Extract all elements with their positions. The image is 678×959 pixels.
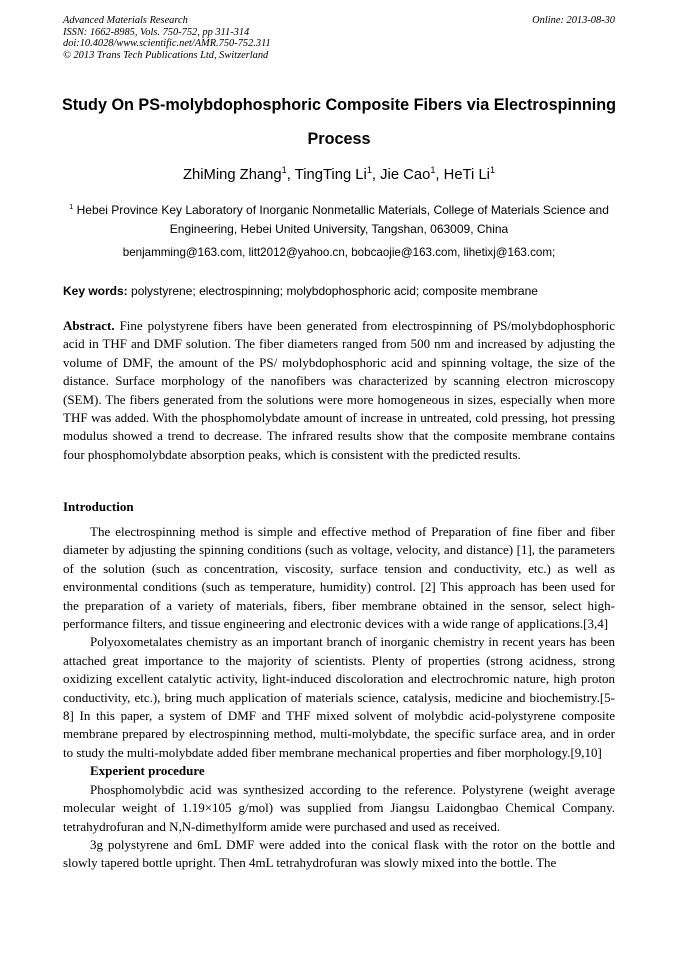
keywords-label: Key words: [63,284,128,298]
body-text [63,523,615,873]
paragraph: Phosphomolybdic acid was synthesized according to the reference. Polystyrene (weight average molecular weight of 1.19×105 g/mol) was supplied from Jiangsu Laidongbao Chemical Company. tetrahydrofuran and N,N-dimethylform amide were purchased and used as received. [63,781,615,834]
author-list: ZhiMing Zhang$^1$, TingTing Li$^1$, Jie Cao$^1$, HeTi Li$^1$ [182,165,496,183]
paper-title: Study On PS-molybdophosphoric Composite Fibers via Electrospinning Process [61,96,617,148]
copyright-line: © 2013 Trans Tech Publications Ltd, Switzerland [63,49,269,61]
author-emails: benjamming@163.com, litt2012@yahoo.cn, bobcaojie@163.com, lihetixj@163.com; [122,246,556,259]
author-affil-marker: 1 [366,165,372,176]
author-affil-marker: 1 [430,165,436,176]
experiment-heading: Experient procedure [90,763,205,779]
abstract [63,317,615,464]
affiliation-text: Hebei Province Key Laboratory of Inorganic Nonmetallic Materials, College of Materials Science and Engineering, Hebei United University, Tangshan, 063009, China [76,203,609,236]
paragraph: 3g polystyrene and 6mL DMF were added into the conical flask with the rotor on the bottle and slowly tapered bottle upright. Then 4mL tetrahydrofuran was slowly mixed into the bottle. The [63,836,615,871]
paragraph: Polyoxometalates chemistry as an important branch of inorganic chemistry in recent years has been attached great importance to the majority of scientists. Plenty of properties (strong acidness, strong oxidizing excellent catalytic activity, light-induced discoloration and electrochromic nature, high proton conductivity, etc.), bring much application of materials science, catalysis, medicine and biochemistry.[5-8] In this paper, a system of DMF and THF mixed solvent of molybdic acid-polystyrene composite membrane prepared by electrospinning method, multi-molybdate, the specific surface area, and in order to study the multi-molybdate added fiber membrane mechanical properties and fiber morphology.[9,10] [63,634,615,760]
online-date: Online: 2013-08-30 [532,15,615,26]
author-name: HeTi Li [443,167,490,183]
keywords [63,284,623,298]
affiliation [63,201,615,239]
author-name: Jie Cao [380,167,431,183]
author-affil-marker: 1 [281,165,287,176]
affiliation-marker: 1 [69,202,74,211]
author-name: TingTing Li [294,167,367,183]
abstract-label: Abstract. [63,318,115,333]
keywords-text: polystyrene; electrospinning; molybdophosphoric acid; composite membrane [131,284,538,298]
introduction-heading: Introduction [63,499,134,514]
author-affil-marker: 1 [489,165,496,176]
doi-line: doi:10.4028/www.scientific.net/AMR.750-752.311 [63,38,271,50]
journal-name: Advanced Materials Research [63,15,188,26]
journal-header [63,15,615,61]
abstract-text: Fine polystyrene fibers have been generated from electrospinning of PS/molybdophosphoric acid in THF and DMF solution. The fiber diameters ranged from 500 nm and increased by adjusting the volume of DMF, the amount of the PS/ molybdophosphoric acid and spinning voltage, the size of the distance. Surface morphology of the nanofibers was characterized by scanning electron microscopy (SEM). The fibers generated from the solutions were more homogeneous in sizes, especially when more THF was added. With the phosphomolybdate amount of increase in untreated, cold pressing, hot pressing modulus showed a trend to decrease. The infrared results show that the composite membrane contains four phosphomolybdate absorption peaks, which is consistent with the predicted results. [63,318,616,462]
issn-line: ISSN: 1662-8985, Vols. 750-752, pp 311-314 [63,26,250,38]
author-name: ZhiMing Zhang [182,167,282,183]
paragraph: The electrospinning method is simple and effective method of Preparation of fine fiber and fiber diameter by adjusting the spinning conditions (such as voltage, velocity, and distance) [1], the parameters of the solution (such as concentration, viscosity, surface tension and conductivity, etc.) as well as environmental conditions (such as temperature, humidity) control. [2] This approach has been used for the preparation of a variety of materials, fibers, fiber membrane obtained in the sensor, select high-performance filters, and tissue engineering and electronic devices with a wide range of applications.[3,4] [63,524,615,632]
